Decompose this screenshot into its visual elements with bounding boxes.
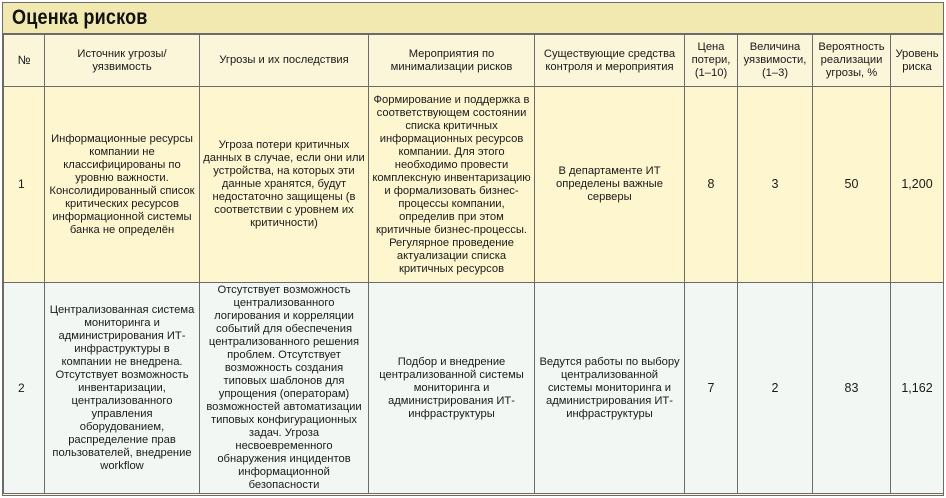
- table-row: [4, 87, 944, 283]
- cell-vulnerability: 3: [738, 87, 813, 283]
- header-risk-level: Уровень риска: [891, 35, 944, 87]
- header-num: №: [4, 35, 45, 87]
- row-number: 2: [4, 283, 45, 494]
- cell-source: Централизованная система мониторинга и администрирования ИТ-инфраструктуры в компании не внедрена. Отсутствует возможность инвентаризации, централизованного управления оборудованием, распределение прав пользователей, внедрение workflow: [45, 283, 200, 494]
- cell-loss: 7: [685, 283, 738, 494]
- cell-risk-level: 1,162: [891, 283, 944, 494]
- header-source: Источник угрозы/ уязвимость: [45, 35, 200, 87]
- header-row: [4, 35, 944, 87]
- header-loss: Цена потери, (1–10): [685, 35, 738, 87]
- header-threats: Угрозы и их последствия: [200, 35, 369, 87]
- cell-measures: Подбор и внедрение централизованной системы мониторинга и администрирования ИТ-инфраструктуры: [369, 283, 535, 494]
- cell-source: Информационные ресурсы компании не классифицированы по уровню важности. Консолидированный список критических ресурсов информационной системы банка не определён: [45, 87, 200, 283]
- risk-table: [3, 34, 944, 494]
- row-number: 1: [4, 87, 45, 283]
- cell-threats: Угроза потери критичных данных в случае, если они или устройства, на которых эти данные хранятся, будут недостаточно защищены (в соответствии с уровнем их критичности): [200, 87, 369, 283]
- cell-loss: 8: [685, 87, 738, 283]
- header-existing: Существующие средства контроля и мероприятия: [535, 35, 685, 87]
- cell-existing: В департаменте ИТ определены важные серверы: [535, 87, 685, 283]
- table-row: [4, 283, 944, 494]
- header-probability: Вероятность реализации угрозы, %: [813, 35, 891, 87]
- cell-threats: Отсутствует возможность централизованного логирования и корреляции событий для обеспечения централизованного решения проблем. Отсутствует возможность создания типовых шаблонов для упрощения (операторам) возможностей автоматизации типовых конфигурационных задач. Угроза несвоевременного обнаружения инцидентов информационной безопасности: [200, 283, 369, 494]
- title-bar: [3, 3, 943, 34]
- risk-assessment-panel: [2, 2, 944, 496]
- cell-vulnerability: 2: [738, 283, 813, 494]
- header-measures: Мероприятия по минимализации рисков: [369, 35, 535, 87]
- cell-measures: Формирование и поддержка в соответствующем состоянии списка критичных информационных ресурсов компании. Для этого необходимо провести комплексную инвентаризацию и формализовать бизнес-процессы компании, определив при этом критичные бизнес-процессы. Регулярное проведение актуализации списка критичных ресурсов: [369, 87, 535, 283]
- cell-existing: Ведутся работы по выбору централизованной системы мониторинга и администрирования ИТ-инфраструктуры: [535, 283, 685, 494]
- header-vulnerability: Величина уязвимости, (1–3): [738, 35, 813, 87]
- page-title: Оценка рисков: [12, 6, 148, 29]
- cell-probability: 50: [813, 87, 891, 283]
- cell-risk-level: 1,200: [891, 87, 944, 283]
- cell-probability: 83: [813, 283, 891, 494]
